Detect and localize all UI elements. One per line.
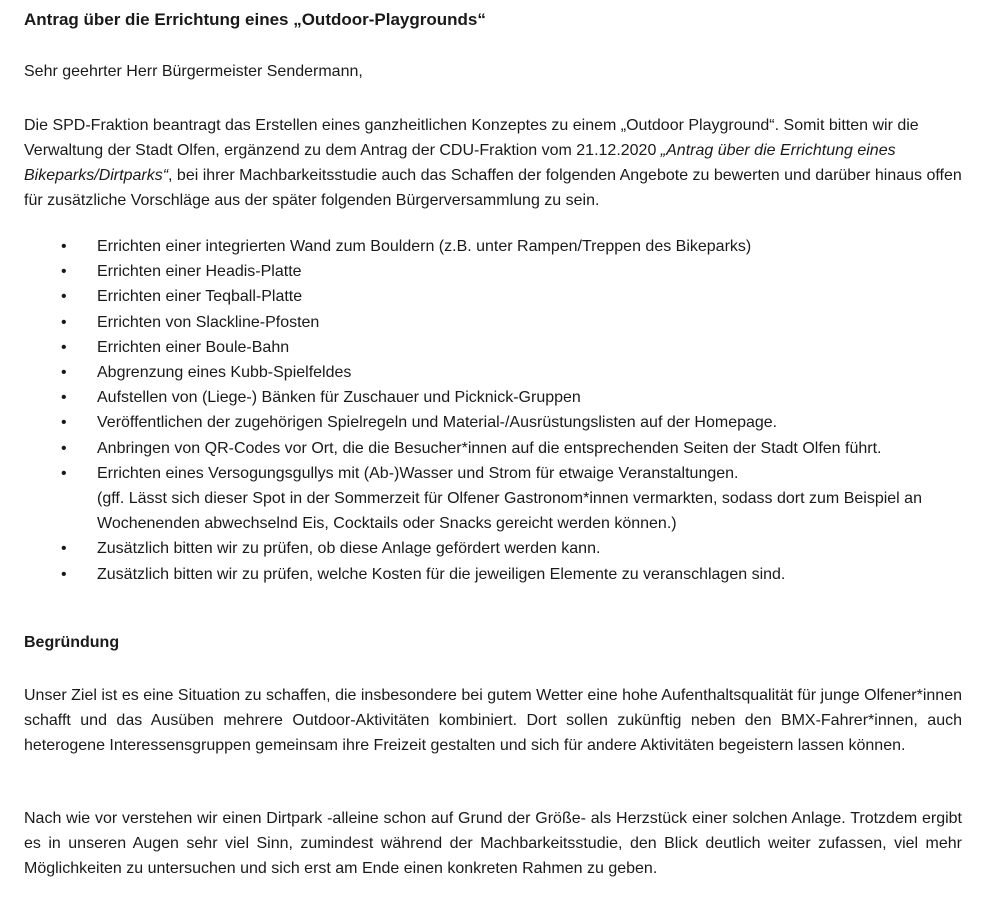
bullet-icon: •: [61, 565, 67, 583]
list-item-text: Errichten eines Versogungsgullys mit (Ab-)Wasser und Strom für etwaige Veranstaltungen.: [97, 464, 739, 482]
bullet-icon: •: [61, 288, 67, 306]
proposal-list: [24, 234, 964, 587]
list-item-note: (gff. Lässt sich dieser Spot in der Sommerzeit für Olfener Gastronom*innen vermarkten, sodass dort zum Beispiel an Wochenenden abwechselnd Eis, Cocktails oder Snacks gereicht werden können.): [97, 490, 922, 533]
list-item: [24, 335, 964, 360]
bullet-icon: •: [61, 540, 67, 558]
document-title: Antrag über die Errichtung eines „Outdoor-Playgrounds“: [24, 10, 486, 29]
list-item: [24, 536, 964, 561]
list-item: [24, 410, 964, 435]
list-item-text: Zusätzlich bitten wir zu prüfen, welche Kosten für die jeweiligen Elemente zu veranschlagen sind.: [97, 565, 786, 583]
intro-text-1: Die SPD-Fraktion beantragt das Erstellen eines ganzheitlichen Konzeptes zu einem „Outdoor Playground“. Somit bitten wir die Verwaltung der Stadt Olfen, ergänzend zu dem Antrag der CDU-Fraktion vom 21.12.2020: [24, 117, 919, 159]
list-item-text: Errichten einer integrierten Wand zum Bouldern (z.B. unter Rampen/Treppen des Bikeparks): [97, 238, 752, 255]
bullet-icon: •: [61, 238, 67, 255]
list-item: [24, 310, 964, 335]
bullet-icon: •: [61, 338, 67, 356]
section-heading-begruendung: Begründung: [24, 634, 120, 651]
list-item-text: Errichten von Slackline-Pfosten: [97, 313, 320, 331]
list-item-text: Errichten einer Teqball-Platte: [97, 288, 303, 306]
bullet-icon: •: [61, 389, 67, 407]
list-item: [24, 461, 964, 537]
list-item-text: Zusätzlich bitten wir zu prüfen, ob diese Anlage gefördert werden kann.: [97, 540, 601, 558]
list-item: [24, 259, 964, 284]
bullet-icon: •: [61, 364, 67, 382]
list-item: [24, 284, 964, 309]
list-item-text: Errichten einer Headis-Platte: [97, 263, 302, 281]
list-item-text: Anbringen von QR-Codes vor Ort, die die Besucher*innen auf die entsprechenden Seiten der Stadt Olfen führt.: [97, 439, 882, 457]
bullet-icon: •: [61, 263, 67, 281]
list-item: [24, 562, 964, 587]
list-item-text: Errichten einer Boule-Bahn: [97, 338, 290, 356]
list-item: [24, 436, 964, 461]
bullet-icon: •: [61, 414, 67, 432]
list-item-text: Aufstellen von (Liege-) Bänken für Zuschauer und Picknick-Gruppen: [97, 389, 581, 407]
list-item-text: Veröffentlichen der zugehörigen Spielregeln und Material-/Ausrüstungslisten auf der Homepage.: [97, 414, 778, 432]
begruendung-paragraph-1: Unser Ziel ist es eine Situation zu schaffen, die insbesondere bei gutem Wetter eine hohe Aufenthaltsqualität für junge Olfener*innen schafft und das Ausüben mehrere Outdoor-Aktivitäten kombiniert. Dort sollen zukünftig neben den BMX-Fahrer*innen, auch heterogene Interessensgruppen gemeinsam ihre Freizeit gestalten und sich für andere Aktivitäten begeistern lassen können.: [24, 687, 962, 754]
intro-text-2: , bei ihrer Machbarkeitsstudie auch das Schaffen der folgenden Angebote zu bewerten und darüber hinaus offen für zusätzliche Vorschläge aus der später folgenden Bürgerversammlung zu sein.: [24, 167, 962, 209]
salutation: Sehr geehrter Herr Bürgermeister Sendermann,: [24, 63, 363, 80]
bullet-icon: •: [61, 464, 67, 482]
bullet-icon: •: [61, 313, 67, 331]
list-item: [24, 385, 964, 410]
list-item-text: Abgrenzung eines Kubb-Spielfeldes: [97, 364, 352, 382]
bullet-icon: •: [61, 439, 67, 457]
intro-paragraph: [24, 113, 964, 213]
list-item: [24, 234, 964, 259]
list-item: [24, 360, 964, 385]
intro-italic-reference: „Antrag über die Errichtung eines Bikeparks/Dirtparks“: [24, 142, 896, 184]
begruendung-paragraph-2: Nach wie vor verstehen wir einen Dirtpark -alleine schon auf Grund der Größe- als Herzstück einer solchen Anlage. Trotzdem ergibt es in unseren Augen sehr viel Sinn, zumindest während der Machbarkeitsstudie, den Blick deutlich weiter zufassen, viel mehr Möglichkeiten zu untersuchen und sich erst am Ende einen konkreten Rahmen zu geben.: [24, 810, 962, 877]
